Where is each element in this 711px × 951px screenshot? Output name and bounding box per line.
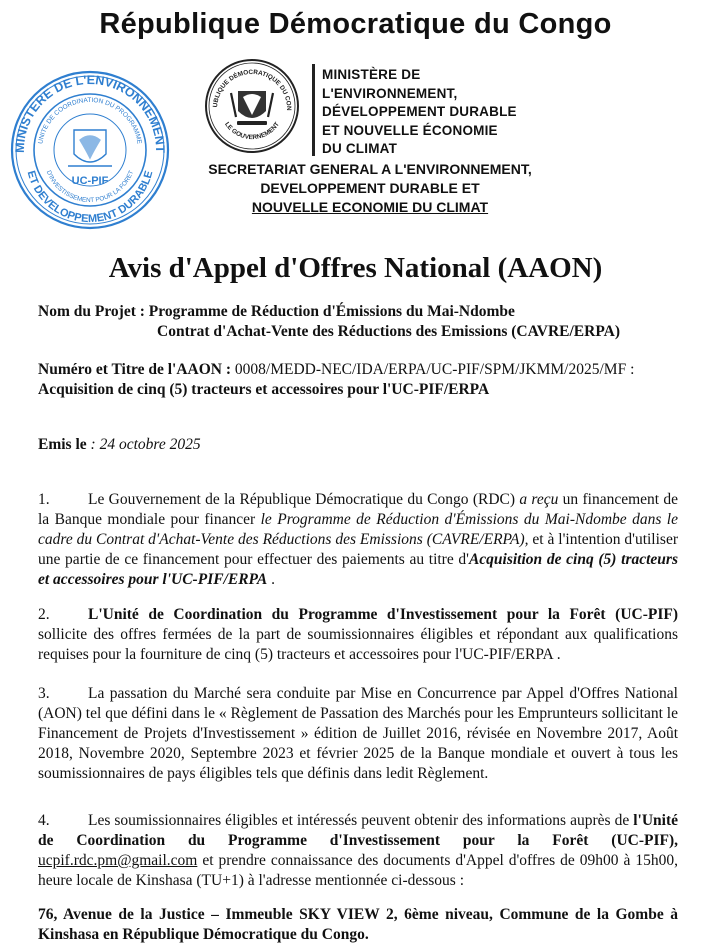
- government-seal: [203, 57, 301, 155]
- aaon-title: Acquisition de cinq (5) tracteurs et accessoires pour l'UC-PIF/ERPA: [38, 381, 490, 398]
- paragraph-text: sollicite des offres fermées de la part de soumissionnaires éligibles et répondant aux qualifications requises pour la fourniture de cinq (5) tracteurs et accessoires pour l'UC-PIF/ERPA .: [38, 626, 678, 663]
- ministry-line: L'ENVIRONNEMENT,: [322, 85, 458, 101]
- issue-date-block: [38, 435, 678, 455]
- coat-of-arms-icon: [231, 91, 273, 125]
- aaon-block: [38, 360, 678, 400]
- aaon-label: Numéro et Titre de l'AAON :: [38, 361, 232, 378]
- secretariat-name: [140, 160, 600, 217]
- ministry-line: ET NOUVELLE ÉCONOMIE: [322, 122, 498, 138]
- contact-email-link[interactable]: ucpif.rdc.pm@gmail.com: [38, 852, 198, 869]
- paragraph-text: La passation du Marché sera conduite par Mise en Concurrence par Appel d'Offres National (AON) tel que défini dans le « Règlement de Passation des Marchés pour les Emprunteurs sollicitant le Financement de Projets d'Investissement » édition de Juillet 2016, révisée en Novembre 2017, Août 2018, Novembre 2020, Septembre 2023 et février 2025 de la Banque mondiale et ouvert à tous les soumissionnaires de pays éligibles tels que définis dans ledit Règlement.: [38, 685, 678, 782]
- paragraph-text: un financement de la Banque mondiale pour financer: [38, 491, 679, 528]
- issue-date-label: Emis le: [38, 436, 87, 453]
- address: 76, Avenue de la Justice – Immeuble SKY VIEW 2, 6ème niveau, Commune de la Gombe à Kinshasa en République Démocratique du Congo.: [38, 906, 678, 943]
- paragraph-number: 4.: [38, 812, 50, 829]
- stamp-inner-top: UNITE DE COORDINATION DU PROGRAMME: [37, 96, 143, 145]
- paragraph-text: l'Unité de Coordination du Programme d'Investissement pour la Forêt (UC-PIF),: [38, 812, 678, 849]
- seal-bottom-text: LE GOUVERNEMENT: [223, 121, 281, 142]
- paragraph-text: .: [267, 571, 275, 588]
- paragraph-2: [38, 605, 678, 665]
- aaon-reference: 0008/MEDD-NEC/IDA/ERPA/UC-PIF/SPM/JKMM/2025/MF :: [234, 361, 635, 378]
- country-heading: République Démocratique du Congo: [99, 8, 612, 40]
- project-name: Programme de Réduction d'Émissions du Mai-Ndombe: [148, 303, 515, 320]
- paragraph-number: 2.: [38, 606, 50, 623]
- secretariat-line: DEVELOPPEMENT DURABLE ET: [260, 180, 480, 196]
- stamp-inner-bottom: D'INVESTISSEMENT POUR LA FORET: [44, 169, 136, 205]
- paragraph-text: L'Unité de Coordination du Programme d'Investissement pour la Forêt (UC-PIF): [88, 606, 678, 623]
- ministry-line: DÉVELOPPEMENT DURABLE: [322, 104, 517, 119]
- paragraph-text: Acquisition de cinq (5) tracteurs et accessoires pour l'UC-PIF/ERPA: [38, 551, 678, 588]
- issue-date-value: : 24 octobre 2025: [90, 436, 201, 453]
- ministry-line: DU CLIMAT: [322, 141, 398, 156]
- ministry-divider: [312, 64, 315, 156]
- ministry-line: MINISTÈRE DE: [322, 67, 421, 82]
- project-contract: Contrat d'Achat-Vente des Réductions des Emissions (CAVRE/ERPA): [157, 323, 621, 340]
- leopard-emblem-icon: [68, 130, 112, 166]
- paragraph-text: a reçu: [519, 491, 559, 508]
- paragraph-1: [38, 490, 678, 590]
- stamp-outer-text: MINISTERE DE L'ENVIRONNEMENT: [12, 72, 168, 154]
- paragraph-text: et à l'intention d'utiliser une partie de ce financement pour effectuer des paiements au titre d': [38, 531, 678, 568]
- paragraph-number: 1.: [38, 491, 50, 508]
- secretariat-line: SECRETARIAT GENERAL A L'ENVIRONNEMENT,: [208, 161, 532, 177]
- seal-top-text: UBLIQUE DÉMOCRATIQUE DU CON: [211, 68, 293, 111]
- ministry-name: [322, 66, 517, 159]
- project-label: Nom du Projet :: [38, 303, 145, 320]
- paragraph-number: 3.: [38, 685, 50, 702]
- page-title: Avis d'Appel d'Offres National (AAON): [108, 252, 603, 284]
- secretariat-line: NOUVELLE ECONOMIE DU CLIMAT: [251, 199, 489, 215]
- paragraph-text: le Programme de Réduction d'Émissions du Mai-Ndombe dans le cadre du Contrat d'Achat-Vente des Réductions des Emissions (CAVRE/ERPA),: [38, 511, 678, 548]
- paragraph-4: [38, 811, 678, 891]
- paragraph-3: [38, 684, 678, 784]
- paragraph-text: Les soumissionnaires éligibles et intéressés peuvent obtenir des informations auprès de: [88, 812, 630, 829]
- project-block: [38, 302, 678, 342]
- stamp-outer-bottom: ET DEVELOPPEMENT DURABLE: [24, 169, 156, 226]
- paragraph-text: et prendre connaissance des documents d'Appel d'offres de 09h00 à 15h00, heure locale de Kinshasa (TU+1) à l'adresse mentionnée ci-dessous :: [38, 852, 678, 889]
- paragraph-text: Le Gouvernement de la République Démocratique du Congo (RDC): [88, 491, 516, 508]
- stamp-center-text: UC-PIF: [71, 175, 109, 187]
